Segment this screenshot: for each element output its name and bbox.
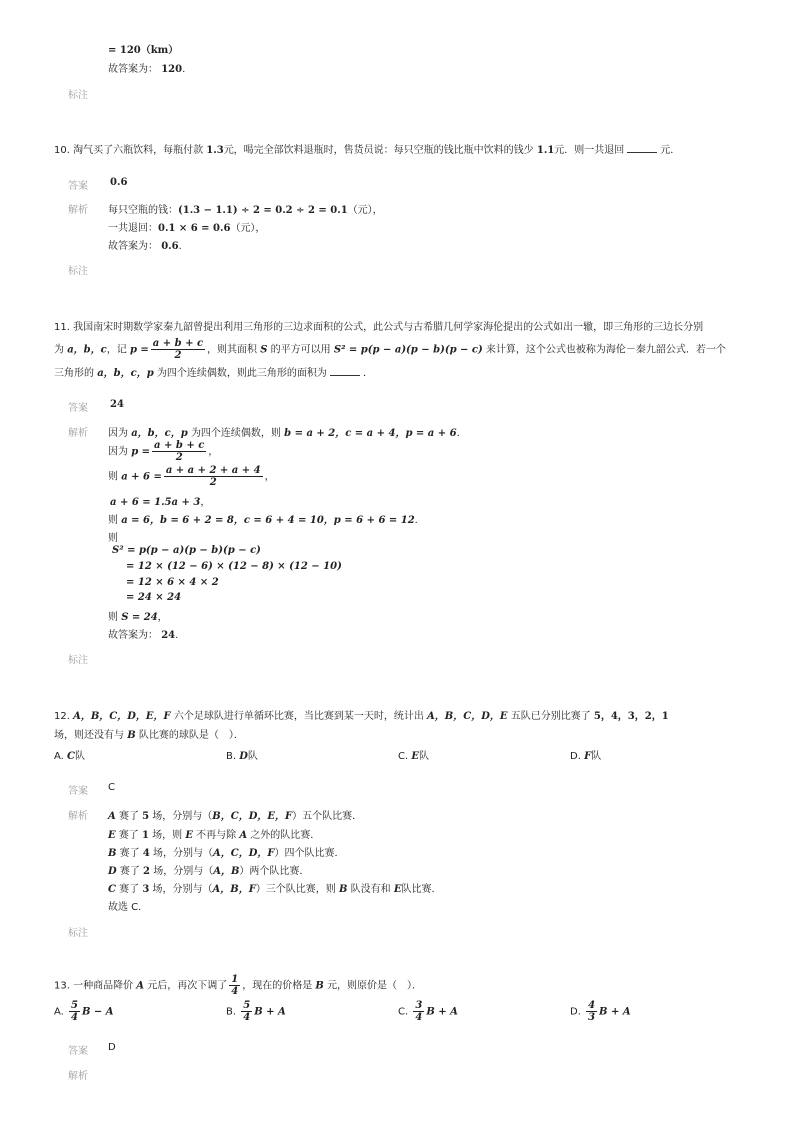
q12-s2-v3: A	[239, 830, 248, 841]
q13-option-a-key: A.	[54, 1006, 64, 1018]
q12-s2-v: E	[108, 830, 116, 841]
q11-sol-line-6: 则	[108, 533, 118, 544]
q11-s11-c: ，	[157, 612, 168, 623]
q13-option-b-key: B.	[226, 1006, 237, 1018]
q11-l2-a: 为	[54, 344, 64, 356]
q12-s2-v2: E	[185, 830, 193, 841]
q10-sol-line-2	[108, 219, 265, 234]
q11-s5-math: a = 6，b = 6 + 2 = 8，c = 6 + 4 = 10，p = 6 + 6 = 12	[121, 515, 415, 526]
prev-result-text: = 120（km）	[108, 45, 179, 56]
q11-blank[interactable]	[330, 375, 360, 376]
q11-s5-c: .	[414, 515, 418, 526]
q11-s11-math: S = 24	[121, 612, 158, 623]
q12-answer-value: C	[108, 782, 115, 793]
q12-s5-v2: B	[339, 884, 348, 895]
q11-number: 11.	[54, 322, 70, 333]
q13-analysis-label: 解析	[68, 1071, 88, 1082]
q11-s4-c: ，	[200, 497, 211, 508]
q10-sol2-math: 0.1 × 6 = 0.6	[158, 223, 231, 234]
q12-option-c-key: C.	[398, 751, 409, 762]
q12-s5-d: 队没有和	[350, 884, 391, 895]
q11-l3-b: 为四个连续偶数，则此三角形的面积为	[156, 368, 327, 379]
q11-s1-vars: a，b，c，p	[131, 428, 188, 439]
q13-text-c: ，现在的价格是	[242, 980, 313, 992]
q11-fraction	[151, 338, 205, 361]
q11-s3-den: 2	[209, 477, 217, 488]
q12-sol-line-2	[108, 826, 320, 841]
q10-sol-line-1	[108, 201, 383, 216]
q12-option-b-key: B.	[226, 751, 237, 762]
q12-s4-c: ）两个队比赛．	[239, 866, 310, 877]
q11-s2-num: a + b + c	[154, 440, 205, 451]
q10-text-b: 元，喝完全部饮料退瓶时，售货员说：每只空瓶的钱比瓶中饮料的钱少	[223, 145, 534, 156]
q11-l2-S: S	[260, 344, 268, 356]
q12-l2-b: 队比赛的球队是（ ）．	[138, 730, 244, 741]
q12-stem-line-1	[54, 707, 669, 722]
q13-option-b-den: 4	[243, 1012, 251, 1023]
q10-text-a: 淘气买了六瓶饮料，每瓶付款	[73, 145, 204, 156]
q12-option-b-var: D	[239, 751, 248, 762]
q11-frac-den: 2	[174, 350, 182, 361]
q11-l2-c: ，则其面积	[207, 344, 258, 356]
q12-s4-set: A，B	[213, 866, 240, 877]
q10-value-2: 1.1	[536, 145, 555, 156]
q11-sol-line-7: S² = p(p − a)(p − b)(p − c)	[112, 545, 261, 556]
q12-match-counts: 5，4，3，2，1	[593, 711, 669, 722]
q11-s1-b: 为四个连续偶数，则	[190, 428, 281, 439]
q13-answer-value: D	[108, 1042, 116, 1053]
q13-option-d[interactable]	[570, 1000, 631, 1023]
q12-s1-b: 场，分别与（	[152, 811, 213, 822]
q11-s3-num: a + a + 2 + a + 4	[165, 465, 261, 476]
q13-option-c-frac	[413, 1000, 424, 1023]
q10-text-d: 元．	[660, 145, 681, 156]
q12-option-d-key: D.	[570, 751, 581, 762]
q12-s2-d: 之外的队比赛．	[250, 830, 321, 841]
q11-s12-period: .	[175, 630, 179, 641]
q12-s3-c: ）四个队比赛．	[274, 848, 345, 859]
q10-answer-value: 0.6	[110, 177, 128, 188]
q12-note-label[interactable]: 标注	[68, 928, 88, 939]
q13-fraction	[229, 974, 240, 997]
q11-l2-d: 的平方可以用	[270, 344, 331, 356]
q12-l1-a: 六个足球队进行单循环比赛，当比赛到某一天时，统计出	[173, 711, 424, 722]
q12-option-b-text: 队	[247, 751, 258, 762]
q12-s2-b: 场，则	[152, 830, 183, 841]
q13-option-c-num: 3	[415, 1000, 423, 1011]
q11-answer-label: 答案	[68, 403, 88, 414]
q12-option-d-var: F	[584, 751, 592, 762]
q11-l2-vars: a，b，c	[67, 344, 107, 356]
q11-sol-line-4	[110, 493, 210, 508]
q13-var-B: B	[315, 980, 324, 992]
q12-s5-e: 队比赛．	[401, 884, 442, 895]
q12-s3-n: 4	[142, 848, 150, 859]
q12-option-a-var: C	[67, 751, 75, 762]
q12-option-a-text: 队	[75, 751, 85, 762]
q12-answer-label: 答案	[68, 786, 88, 797]
prev-answer-line	[108, 60, 185, 75]
q13-option-b-num: 5	[243, 1000, 251, 1011]
q11-sol-line-12	[108, 626, 178, 641]
q13-answer-label: 答案	[68, 1046, 88, 1057]
q12-option-d[interactable]	[570, 747, 601, 762]
q10-stem	[54, 141, 680, 156]
q12-l2-a: 场，则还没有与	[54, 730, 124, 741]
q13-option-a-frac	[69, 1000, 80, 1023]
q12-option-a[interactable]	[54, 747, 85, 762]
q11-line1-text: 我国南宋时期数学家秦九韶曾提出利用三角形的三边求面积的公式，此公式与古希腊几何学家海伦提出的公式如出一辙，即三角形的三边长分别	[73, 322, 704, 333]
q10-blank[interactable]	[627, 152, 657, 153]
q12-teams-2: A，B，C，D，E	[427, 711, 508, 722]
q11-s12-value: 24	[161, 630, 176, 641]
q11-frac-num: a + b + c	[152, 338, 204, 349]
q12-s2-n: 1	[142, 830, 149, 841]
q11-stem-line-2	[54, 338, 726, 361]
q12-s1-set: B，C，D，E，F	[212, 811, 293, 822]
q13-option-a-den: 4	[71, 1012, 78, 1023]
q11-stem-line-3	[54, 364, 373, 379]
q12-s1-c: ）五个队比赛．	[292, 811, 363, 822]
q13-text-d: 元，则原价是（ ）．	[327, 980, 423, 992]
q11-s3-c: ，	[264, 471, 275, 483]
q11-answer-value: 24	[110, 399, 124, 410]
q13-frac-num: 1	[231, 974, 239, 985]
q12-option-d-text: 队	[591, 751, 602, 762]
q12-s4-a: 赛了	[119, 866, 140, 877]
q13-option-a-num: 5	[71, 1000, 78, 1011]
q12-option-b[interactable]	[226, 747, 258, 762]
q12-number: 12.	[54, 711, 70, 722]
q12-s2-a: 赛了	[118, 830, 139, 841]
q11-s1-c: .	[456, 428, 460, 439]
q12-s5-n: 3	[142, 884, 150, 895]
q12-sol-line-5	[108, 880, 441, 895]
q10-sol1-math: (1.3 − 1.1) ÷ 2 = 0.2 ÷ 2 = 0.1	[178, 205, 348, 216]
q13-option-c-key: C.	[398, 1006, 409, 1018]
q11-l2-b: ，记	[106, 344, 127, 356]
q11-sol-line-9: = 12 × 6 × 4 × 2	[126, 577, 219, 588]
q12-option-c[interactable]	[398, 747, 429, 762]
q11-l3-c: ．	[362, 368, 373, 379]
q12-s3-a: 赛了	[119, 848, 140, 859]
q13-stem	[54, 974, 422, 997]
q12-s4-v: D	[108, 866, 117, 877]
q11-analysis-label: 解析	[68, 428, 88, 439]
q12-s3-set: A，C，D，F	[212, 848, 275, 859]
q12-s2-c: 不再与除	[196, 830, 237, 841]
q11-sol-line-8: = 12 × (12 − 6) × (12 − 8) × (12 − 10)	[126, 561, 342, 572]
q10-text-c: 元．则一共退回	[554, 145, 625, 156]
q11-sol-line-11	[108, 608, 168, 623]
q11-s1-a: 因为	[108, 428, 128, 439]
q12-s3-v: B	[108, 848, 117, 859]
q10-number: 10.	[54, 145, 70, 156]
q11-stem-line-1	[54, 318, 703, 333]
q12-l2-B: B	[127, 730, 136, 741]
q12-s5-v: C	[108, 884, 116, 895]
q12-l1-b: 五队已分别比赛了	[510, 711, 591, 722]
q13-text-b: 元后，再次下调了	[147, 980, 228, 992]
q12-s4-n: 2	[143, 866, 151, 877]
q12-s1-n: 5	[142, 811, 150, 822]
q11-l2-formula: S² = p(p − a)(p − b)(p − c)	[333, 344, 483, 356]
q11-s2-a: 因为	[108, 446, 128, 458]
prev-answer-period: .	[182, 64, 186, 75]
q11-sol-line-1	[108, 424, 460, 439]
q11-s3-lhs: a + 6 =	[121, 471, 162, 483]
q12-s1-a: 赛了	[118, 811, 139, 822]
q12-s5-a: 赛了	[119, 884, 140, 895]
q13-var-A: A	[136, 980, 145, 992]
prev-answer-prefix: 故答案为：	[108, 64, 158, 75]
q12-s5-b: 场，分别与（	[152, 884, 213, 895]
q11-sol-line-10: = 24 × 24	[126, 592, 182, 603]
q13-option-a[interactable]	[54, 1000, 114, 1023]
q10-sol1-suffix: （元），	[347, 205, 383, 216]
q10-answer-label: 答案	[68, 181, 88, 192]
q13-option-d-den: 3	[588, 1012, 596, 1023]
q10-sol1-prefix: 每只空瓶的钱：	[108, 205, 178, 216]
q13-option-b-rest: B + A	[254, 1006, 286, 1018]
q11-s11-a: 则	[108, 612, 118, 623]
q12-s1-v: A	[108, 811, 116, 822]
q12-sol-line-4	[108, 862, 309, 877]
q13-option-c[interactable]	[398, 1000, 458, 1023]
q11-l3-a: 三角形的	[54, 368, 94, 379]
q11-sol-line-3	[108, 465, 275, 488]
q12-s3-b: 场，分别与（	[152, 848, 213, 859]
q11-sol-line-2	[108, 440, 218, 463]
q13-option-d-key: D.	[570, 1006, 581, 1018]
q10-sol3-period: .	[178, 241, 182, 252]
q10-sol-line-3	[108, 237, 182, 252]
q12-sol-line-1	[108, 807, 362, 822]
q12-s4-b: 场，分别与（	[153, 866, 214, 877]
q11-l2-p: p =	[129, 344, 149, 356]
q10-sol3-value: 0.6	[161, 241, 179, 252]
q10-sol2-suffix: （元），	[230, 223, 266, 234]
q12-s5-v3: E	[393, 884, 402, 895]
q11-s3-fraction	[164, 465, 263, 488]
q13-text-a: 一种商品降价	[73, 980, 134, 992]
q13-option-a-rest: B − A	[82, 1006, 114, 1018]
q13-frac-den: 4	[231, 986, 239, 997]
q12-option-a-key: A.	[54, 751, 64, 762]
q11-s2-den: 2	[175, 452, 183, 463]
q12-analysis-label: 解析	[68, 811, 88, 822]
q11-note-label[interactable]: 标注	[68, 655, 88, 666]
q11-l2-e: 来计算，这个公式也被称为海伦－秦九韶公式．若一个	[485, 344, 726, 356]
q11-s2-fraction	[152, 440, 206, 463]
q10-note-label[interactable]: 标注	[68, 266, 88, 277]
q13-option-d-frac	[586, 1000, 597, 1023]
q10-sol2-prefix: 一共退回：	[108, 223, 158, 234]
q12-option-c-var: E	[411, 751, 419, 762]
q13-option-d-rest: B + A	[599, 1006, 631, 1018]
q13-option-c-rest: B + A	[426, 1006, 458, 1018]
q12-s5-set: A，B，F	[212, 884, 256, 895]
q11-l3-vars: a，b，c，p	[97, 368, 154, 379]
q10-analysis-label: 解析	[68, 205, 88, 216]
q12-teams: A，B，C，D，E，F	[73, 711, 171, 722]
q11-sol-line-5	[108, 511, 418, 526]
q12-option-c-text: 队	[418, 751, 429, 762]
q13-option-b-frac	[241, 1000, 252, 1023]
q12-sol-line-3	[108, 844, 344, 859]
prev-result-line	[108, 41, 178, 56]
q10-sol3-prefix: 故答案为：	[108, 241, 158, 252]
q11-s4-math: a + 6 = 1.5a + 3	[110, 497, 201, 508]
q11-s2-c: ，	[208, 446, 219, 458]
q11-s2-p: p =	[131, 446, 151, 458]
q13-option-d-num: 4	[588, 1000, 596, 1011]
q11-s12-prefix: 故答案为：	[108, 630, 158, 641]
q11-s3-a: 则	[108, 471, 118, 483]
prev-note-label[interactable]: 标注	[68, 90, 88, 101]
q12-s5-c: ）三个队比赛，则	[255, 884, 336, 895]
q11-s5-a: 则	[108, 515, 118, 526]
prev-answer-value: 120	[161, 64, 183, 75]
q13-number: 13.	[54, 980, 70, 992]
q13-option-b[interactable]	[226, 1000, 286, 1023]
q13-option-c-den: 4	[415, 1012, 423, 1023]
q12-sol-line-6: 故选 C．	[108, 902, 149, 913]
q12-stem-line-2	[54, 726, 244, 741]
q10-value-1: 1.3	[206, 145, 224, 156]
q11-s1-math: b = a + 2，c = a + 4，p = a + 6	[284, 428, 457, 439]
